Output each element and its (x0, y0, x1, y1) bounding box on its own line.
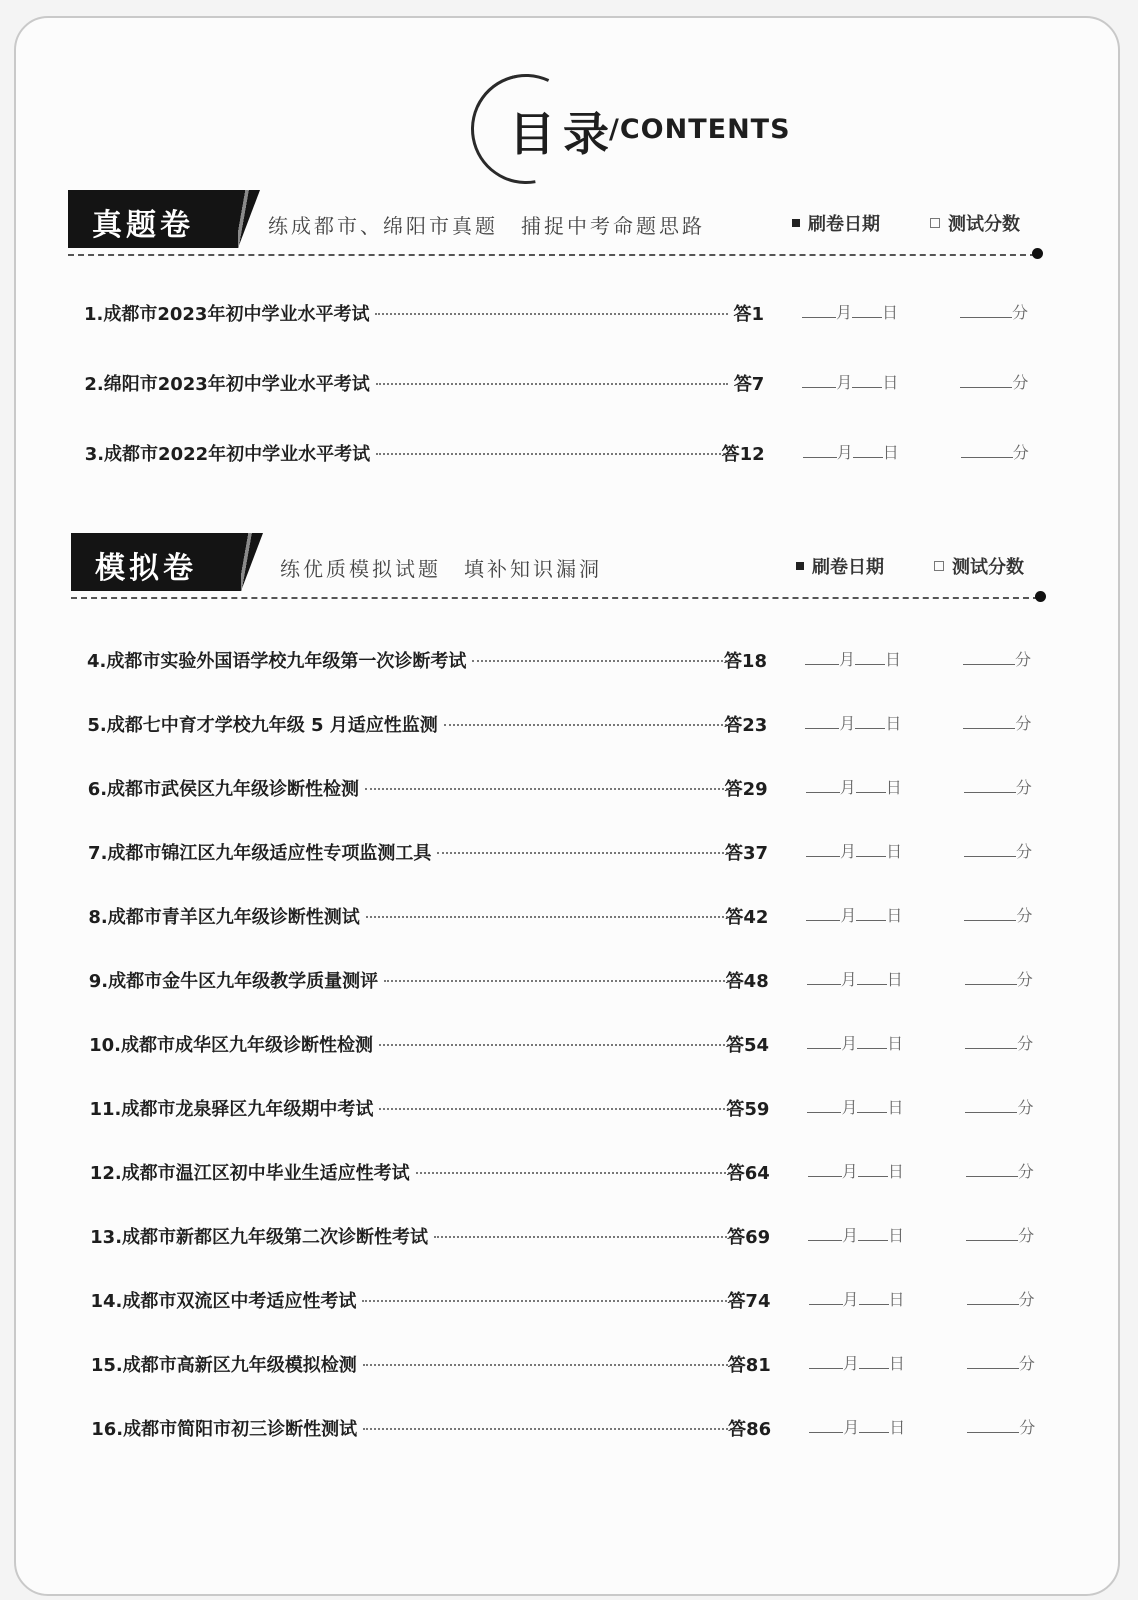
entry-title: 13.成都市新都区九年级第二次诊断性考试 (90, 1227, 429, 1248)
date-fill-blank (808, 1159, 904, 1182)
page-title-en: /CONTENTS (609, 114, 791, 145)
entry-title-row (90, 1223, 740, 1249)
toc-entry (21, 1027, 1127, 1061)
month-blank (809, 1352, 843, 1369)
toc-entry (22, 1155, 1128, 1189)
day-blank (853, 441, 883, 458)
filled-square-icon (796, 562, 804, 570)
entry-title-row (91, 1351, 741, 1377)
month-blank (808, 1224, 842, 1241)
outline-square-icon (934, 561, 944, 571)
score-blank (960, 301, 1012, 318)
month-blank (803, 441, 837, 458)
badge-stripe-decoration (241, 533, 255, 591)
entry-answer-page: 答54 (726, 1035, 770, 1056)
entry-title-row (84, 370, 734, 396)
entry-answer-page: 答81 (727, 1355, 771, 1376)
leader-dots (376, 383, 729, 385)
day-label: 日 (882, 303, 899, 322)
entry-title-row (89, 1095, 739, 1121)
day-label: 日 (885, 714, 902, 733)
toc-entry (20, 835, 1126, 869)
score-label: 分 (1016, 970, 1033, 989)
entry-title: 14.成都市双流区中考适应性考试 (90, 1291, 357, 1312)
date-fill-blank (807, 1095, 903, 1118)
score-blank (966, 1160, 1018, 1177)
day-blank (856, 840, 886, 857)
score-fill-blank (961, 440, 1029, 463)
score-label: 分 (1015, 650, 1032, 669)
page-title-cn: 目录 (509, 107, 617, 161)
date-fill-blank (807, 1031, 903, 1054)
day-blank (856, 776, 886, 793)
month-label: 月 (839, 778, 856, 797)
score-blank (964, 904, 1016, 921)
entry-answer-page: 答37 (724, 843, 769, 864)
month-blank (808, 1160, 842, 1177)
month-blank (802, 301, 836, 318)
leader-dots (362, 1300, 734, 1302)
score-label: 分 (1012, 443, 1029, 462)
score-label: 分 (1012, 303, 1029, 322)
section-badge-label: 真题卷 (92, 208, 194, 243)
score-fill-blank (963, 711, 1031, 734)
day-blank (859, 1288, 889, 1305)
score-fill-blank (967, 1287, 1035, 1310)
section-slogan: 练优质模拟试题 填补知识漏洞 (280, 557, 602, 581)
entry-title-row (91, 1287, 741, 1313)
entry-title-row (88, 903, 738, 929)
day-blank (858, 1160, 888, 1177)
month-label: 月 (840, 906, 857, 925)
date-fill-blank (809, 1351, 905, 1374)
filled-square-icon (792, 219, 800, 227)
day-label: 日 (889, 1418, 906, 1437)
score-fill-blank (964, 839, 1032, 862)
entry-answer-page: 答42 (725, 907, 769, 928)
entry-answer-page: 答29 (724, 779, 768, 800)
entry-title-row (88, 775, 738, 801)
score-blank (963, 648, 1015, 665)
date-fill-blank (809, 1287, 905, 1310)
score-label: 分 (1016, 842, 1033, 861)
toc-entry (21, 1091, 1127, 1125)
dashed-divider (71, 597, 1039, 599)
day-label: 日 (888, 1226, 905, 1245)
entry-title: 7.成都市锦江区九年级适应性专项监测工具 (88, 843, 432, 864)
score-fill-blank (966, 1223, 1034, 1246)
date-fill-blank (802, 370, 898, 393)
entry-title: 16.成都市简阳市初三诊断性测试 (91, 1419, 358, 1440)
day-label: 日 (882, 373, 899, 392)
month-label: 月 (836, 303, 853, 322)
day-label: 日 (888, 1354, 905, 1373)
score-blank (961, 441, 1013, 458)
month-blank (806, 840, 840, 857)
month-label: 月 (842, 1354, 859, 1373)
score-fill-blank (966, 1159, 1034, 1182)
day-blank (859, 1416, 889, 1433)
day-label: 日 (887, 1098, 904, 1117)
leader-dots (375, 313, 728, 315)
day-label: 日 (887, 1162, 904, 1181)
entry-answer-page: 答69 (727, 1227, 771, 1248)
date-fill-blank (808, 1223, 904, 1246)
section-header (16, 190, 1122, 260)
month-blank (806, 904, 840, 921)
score-blank (965, 1096, 1017, 1113)
entry-title-row (84, 300, 734, 326)
score-fill-blank (965, 1095, 1033, 1118)
section-badge (71, 533, 241, 591)
entry-title-row (89, 1031, 739, 1057)
score-blank (963, 712, 1015, 729)
day-blank (855, 648, 885, 665)
score-blank (967, 1288, 1019, 1305)
entry-answer-page: 答86 (728, 1419, 772, 1440)
divider-dot (1035, 591, 1046, 602)
score-label: 分 (1012, 373, 1029, 392)
month-label: 月 (842, 1226, 859, 1245)
entry-title: 6.成都市武侯区九年级诊断性检测 (87, 779, 360, 800)
section-badge (68, 190, 238, 248)
date-fill-blank (805, 647, 901, 670)
date-fill-blank (806, 839, 902, 862)
score-blank (965, 1032, 1017, 1049)
contents-page (14, 16, 1120, 1596)
leader-dots (365, 788, 732, 790)
day-blank (855, 712, 885, 729)
score-label: 分 (1016, 906, 1033, 925)
entry-answer-page: 答12 (721, 444, 765, 465)
contents-title (471, 68, 801, 178)
section-header (16, 533, 1122, 603)
entry-answer-page: 答59 (726, 1099, 770, 1120)
month-label: 月 (840, 970, 857, 989)
toc-entry (17, 436, 1123, 470)
date-fill-blank (803, 440, 899, 463)
month-label: 月 (841, 1098, 858, 1117)
month-blank (805, 712, 839, 729)
leader-dots (379, 1044, 733, 1046)
day-blank (852, 371, 882, 388)
score-blank (964, 776, 1016, 793)
score-fill-blank (964, 775, 1032, 798)
badge-stripe-decoration (238, 190, 252, 248)
entry-answer-page: 答48 (725, 971, 769, 992)
score-label: 分 (1015, 778, 1032, 797)
day-label: 日 (887, 1034, 904, 1053)
entry-title-row (89, 967, 739, 993)
entry-title-row (87, 647, 737, 673)
entry-title-row (91, 1415, 741, 1441)
score-column-header: 测试分数 (934, 553, 1024, 579)
entry-answer-page: 答64 (726, 1163, 770, 1184)
score-label: 分 (1017, 1034, 1034, 1053)
leader-dots (444, 724, 732, 726)
leader-dots (437, 852, 732, 854)
score-label: 分 (1015, 714, 1032, 733)
month-label: 月 (841, 1162, 858, 1181)
section-slogan: 练成都市、绵阳市真题 捕捉中考命题思路 (268, 214, 705, 238)
month-blank (807, 968, 841, 985)
date-fill-blank (806, 903, 902, 926)
score-fill-blank (965, 967, 1033, 990)
toc-entry (21, 963, 1127, 997)
score-column-header: 测试分数 (930, 210, 1020, 236)
month-blank (807, 1096, 841, 1113)
day-blank (856, 904, 886, 921)
month-label: 月 (841, 1034, 858, 1053)
entry-title: 10.成都市成华区九年级诊断性检测 (89, 1035, 373, 1056)
leader-dots (379, 1108, 733, 1110)
month-blank (805, 648, 839, 665)
score-label: 分 (1018, 1290, 1035, 1309)
entry-title: 2.绵阳市2023年初中学业水平考试 (84, 374, 370, 395)
leader-dots (363, 1364, 735, 1366)
toc-entry (23, 1347, 1129, 1381)
score-fill-blank (963, 647, 1031, 670)
month-blank (807, 1032, 841, 1049)
month-blank (806, 776, 840, 793)
day-label: 日 (886, 906, 903, 925)
toc-entry (22, 1219, 1128, 1253)
month-label: 月 (842, 1290, 859, 1309)
toc-entry (19, 643, 1125, 677)
section-badge-label: 模拟卷 (95, 551, 197, 586)
month-label: 月 (840, 842, 857, 861)
day-label: 日 (886, 970, 903, 989)
dashed-divider (68, 254, 1036, 256)
divider-dot (1032, 248, 1043, 259)
day-blank (857, 1096, 887, 1113)
day-label: 日 (885, 650, 902, 669)
day-label: 日 (885, 778, 902, 797)
toc-entry (16, 366, 1122, 400)
day-blank (857, 968, 887, 985)
day-blank (857, 1032, 887, 1049)
toc-entry (20, 771, 1126, 805)
entry-answer-page: 答23 (724, 715, 768, 736)
entry-answer-page: 答18 (723, 651, 767, 672)
day-blank (859, 1352, 889, 1369)
score-blank (967, 1416, 1019, 1433)
entry-title: 5.成都七中育才学校九年级 5 月适应性监测 (87, 715, 438, 736)
score-blank (966, 1224, 1018, 1241)
month-label: 月 (839, 714, 856, 733)
toc-entry (23, 1283, 1129, 1317)
day-blank (858, 1224, 888, 1241)
date-fill-blank (809, 1415, 905, 1438)
entry-title: 8.成都市青羊区九年级诊断性测试 (88, 907, 360, 928)
leader-dots (472, 660, 731, 662)
score-fill-blank (960, 300, 1028, 323)
score-fill-blank (964, 903, 1032, 926)
month-label: 月 (836, 443, 853, 462)
entry-title-row (88, 839, 738, 865)
score-blank (967, 1352, 1019, 1369)
leader-dots (363, 1428, 735, 1430)
date-fill-blank (807, 967, 903, 990)
leader-dots (416, 1172, 734, 1174)
score-fill-blank (967, 1351, 1035, 1374)
toc-entry (20, 899, 1126, 933)
toc-entry (19, 707, 1125, 741)
section-real-exams (16, 190, 1122, 260)
date-fill-blank (806, 775, 902, 798)
score-label: 分 (1017, 1162, 1034, 1181)
day-blank (852, 301, 882, 318)
entry-answer-page: 答7 (733, 374, 765, 395)
entry-title: 11.成都市龙泉驿区九年级期中考试 (89, 1099, 374, 1120)
toc-entry (23, 1411, 1129, 1445)
entry-title: 12.成都市温江区初中毕业生适应性考试 (89, 1163, 410, 1184)
entry-title-row (87, 711, 737, 737)
date-column-header: 刷卷日期 (792, 210, 880, 236)
score-blank (960, 371, 1012, 388)
month-blank (802, 371, 836, 388)
score-fill-blank (960, 370, 1028, 393)
date-fill-blank (802, 300, 898, 323)
section-mock-exams (16, 533, 1122, 603)
entry-title-row (90, 1159, 740, 1185)
entry-answer-page: 答74 (727, 1291, 771, 1312)
leader-dots (434, 1236, 734, 1238)
outline-square-icon (930, 218, 940, 228)
score-fill-blank (967, 1415, 1035, 1438)
month-label: 月 (839, 650, 856, 669)
entry-title-row (85, 440, 735, 466)
score-label: 分 (1018, 1354, 1035, 1373)
month-label: 月 (843, 1418, 860, 1437)
entry-title: 15.成都市高新区九年级模拟检测 (90, 1355, 357, 1376)
toc-entry (16, 296, 1122, 330)
day-label: 日 (888, 1290, 905, 1309)
score-fill-blank (965, 1031, 1033, 1054)
entry-title: 4.成都市实验外国语学校九年级第一次诊断考试 (87, 651, 467, 672)
month-blank (809, 1288, 843, 1305)
day-label: 日 (882, 443, 899, 462)
leader-dots (376, 453, 729, 455)
date-fill-blank (805, 711, 901, 734)
entry-title: 9.成都市金牛区九年级教学质量测评 (88, 971, 379, 992)
score-blank (964, 840, 1016, 857)
month-label: 月 (836, 373, 853, 392)
leader-dots (384, 980, 733, 982)
leader-dots (366, 916, 733, 918)
score-label: 分 (1018, 1226, 1035, 1245)
day-label: 日 (886, 842, 903, 861)
score-label: 分 (1019, 1418, 1036, 1437)
entry-title: 3.成都市2022年初中学业水平考试 (84, 444, 371, 465)
month-blank (809, 1416, 843, 1433)
score-label: 分 (1017, 1098, 1034, 1117)
score-blank (965, 968, 1017, 985)
date-column-header: 刷卷日期 (796, 553, 884, 579)
entry-title: 1.成都市2023年初中学业水平考试 (84, 304, 370, 325)
entry-answer-page: 答1 (733, 304, 764, 325)
